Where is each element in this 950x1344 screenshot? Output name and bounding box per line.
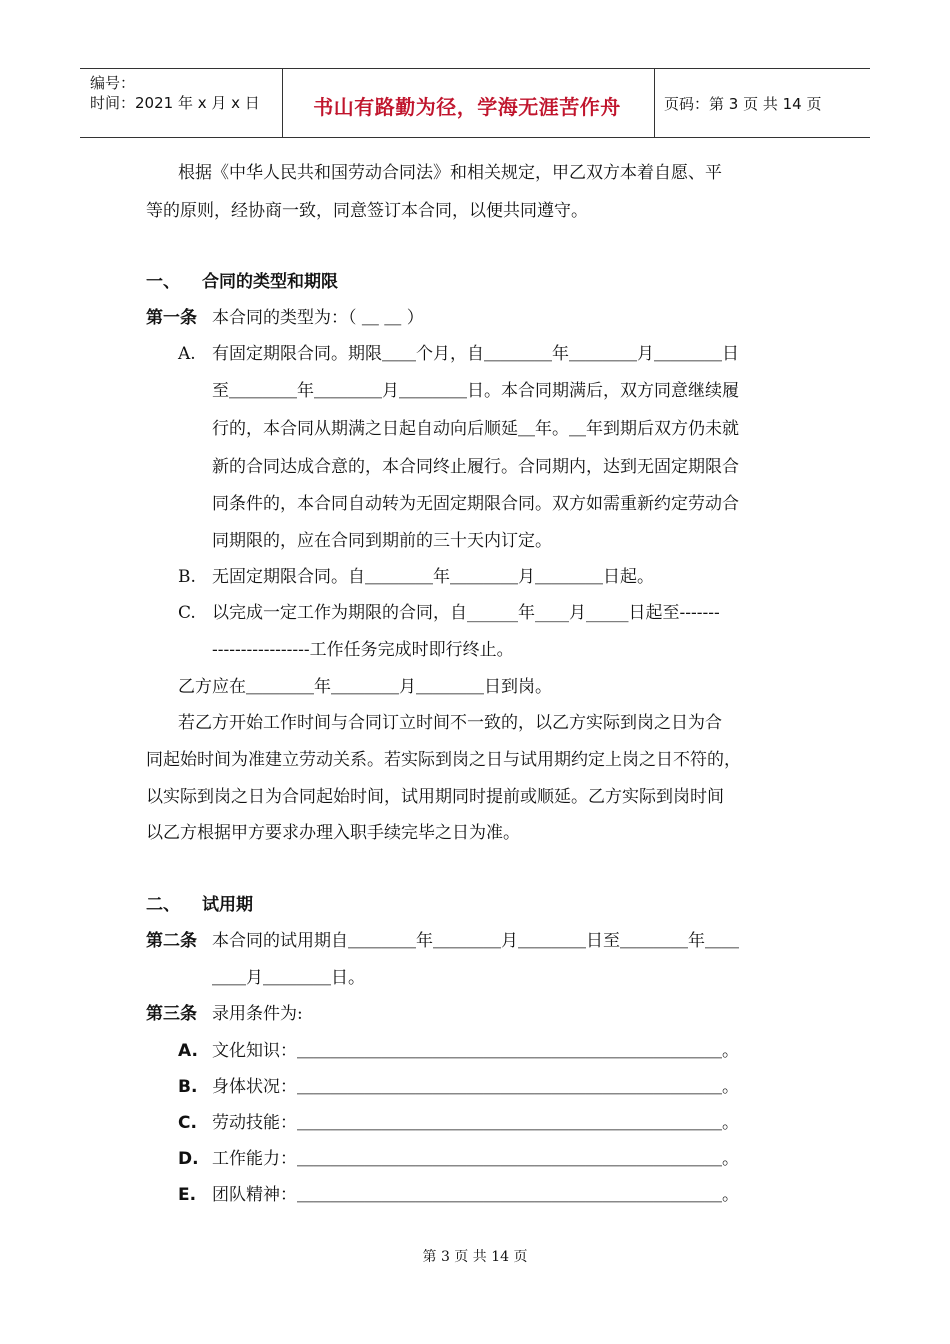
item-marker: C. [178, 603, 196, 623]
document-date: 时间：2021 年 x 月 x 日 [90, 94, 260, 112]
item-line: 行的，本合同从期满之日起自动向后顺延＿年。＿年到期后双方仍未就 [212, 419, 739, 439]
item-line: 新的合同达成合意的，本合同终止履行。合同期内，达到无固定期限合 [212, 457, 739, 477]
article-text: 本合同的类型为：（ ＿ ＿ ） [212, 308, 424, 328]
condition-field: 团队精神：＿＿＿＿＿＿＿＿＿＿＿＿＿＿＿＿＿＿＿＿＿＿＿＿＿。 [212, 1185, 739, 1205]
document-number-label: 编号： [90, 74, 136, 92]
item-line: 同条件的，本合同自动转为无固定期限合同。双方如需重新约定劳动合 [212, 494, 739, 514]
item-line: 无固定期限合同。自＿＿＿＿年＿＿＿＿月＿＿＿＿日起。 [212, 567, 654, 587]
intro-line: 根据《中华人民共和国劳动合同法》和相关规定，甲乙双方本着自愿、平 [178, 163, 722, 183]
header-motto: 书山有路勤为径，学海无涯苦作舟 [313, 95, 621, 119]
item-line: -----------------工作任务完成时即行终止。 [212, 640, 514, 660]
condition-marker: E. [178, 1185, 197, 1205]
note-line: 以实际到岗之日为合同起始时间，试用期同时提前或顺延。乙方实际到岗时间 [146, 787, 724, 807]
item-marker: A. [178, 344, 196, 364]
condition-marker: C. [178, 1113, 197, 1133]
article-label: 第一条 [146, 308, 197, 328]
report-date-line: 乙方应在＿＿＿＿年＿＿＿＿月＿＿＿＿日到岗。 [178, 677, 552, 697]
page-indicator: 页码：第 3 页 共 14 页 [664, 95, 822, 113]
article-label: 第三条 [146, 1004, 197, 1024]
section-number: 一、 [146, 272, 180, 292]
note-line: 同起始时间为准建立劳动关系。若实际到岗之日与试用期约定上岗之日不符的， [146, 750, 741, 770]
item-line: 以完成一定工作为期限的合同，自______年____月_____日起至------- [212, 603, 720, 623]
header-divider [654, 69, 655, 137]
section-title: 合同的类型和期限 [202, 272, 338, 292]
section-number: 二、 [146, 895, 180, 915]
item-marker: B. [178, 567, 196, 587]
condition-marker: B. [178, 1077, 198, 1097]
section-title: 试用期 [202, 895, 253, 915]
note-line: 若乙方开始工作时间与合同订立时间不一致的，以乙方实际到岗之日为合 [178, 713, 722, 733]
article-label: 第二条 [146, 931, 197, 951]
note-line: 以乙方根据甲方要求办理入职手续完毕之日为准。 [146, 823, 520, 843]
condition-marker: D. [178, 1149, 199, 1169]
condition-marker: A. [178, 1041, 198, 1061]
item-line: 至＿＿＿＿年＿＿＿＿月＿＿＿＿日。本合同期满后，双方同意继续履 [212, 381, 739, 401]
article-text: 录用条件为: [212, 1004, 303, 1024]
article-text: ＿＿月＿＿＿＿日。 [212, 968, 365, 988]
condition-field: 工作能力：＿＿＿＿＿＿＿＿＿＿＿＿＿＿＿＿＿＿＿＿＿＿＿＿＿。 [212, 1149, 739, 1169]
article-text: 本合同的试用期自＿＿＿＿年＿＿＿＿月＿＿＿＿日至＿＿＿＿年＿＿ [212, 931, 739, 951]
header-meta [90, 73, 260, 113]
condition-field: 身体状况：＿＿＿＿＿＿＿＿＿＿＿＿＿＿＿＿＿＿＿＿＿＿＿＿＿。 [212, 1077, 739, 1097]
condition-field: 文化知识：＿＿＿＿＿＿＿＿＿＿＿＿＿＿＿＿＿＿＿＿＿＿＿＿＿。 [212, 1041, 739, 1061]
page-header [80, 68, 870, 138]
item-line: 有固定期限合同。期限＿＿个月，自＿＿＿＿年＿＿＿＿月＿＿＿＿日 [212, 344, 739, 364]
intro-line: 等的原则，经协商一致，同意签订本合同，以便共同遵守。 [146, 201, 588, 221]
condition-field: 劳动技能：＿＿＿＿＿＿＿＿＿＿＿＿＿＿＿＿＿＿＿＿＿＿＿＿＿。 [212, 1113, 739, 1133]
item-line: 同期限的，应在合同到期前的三十天内订定。 [212, 531, 552, 551]
page-footer: 第 3 页 共 14 页 [422, 1249, 528, 1265]
